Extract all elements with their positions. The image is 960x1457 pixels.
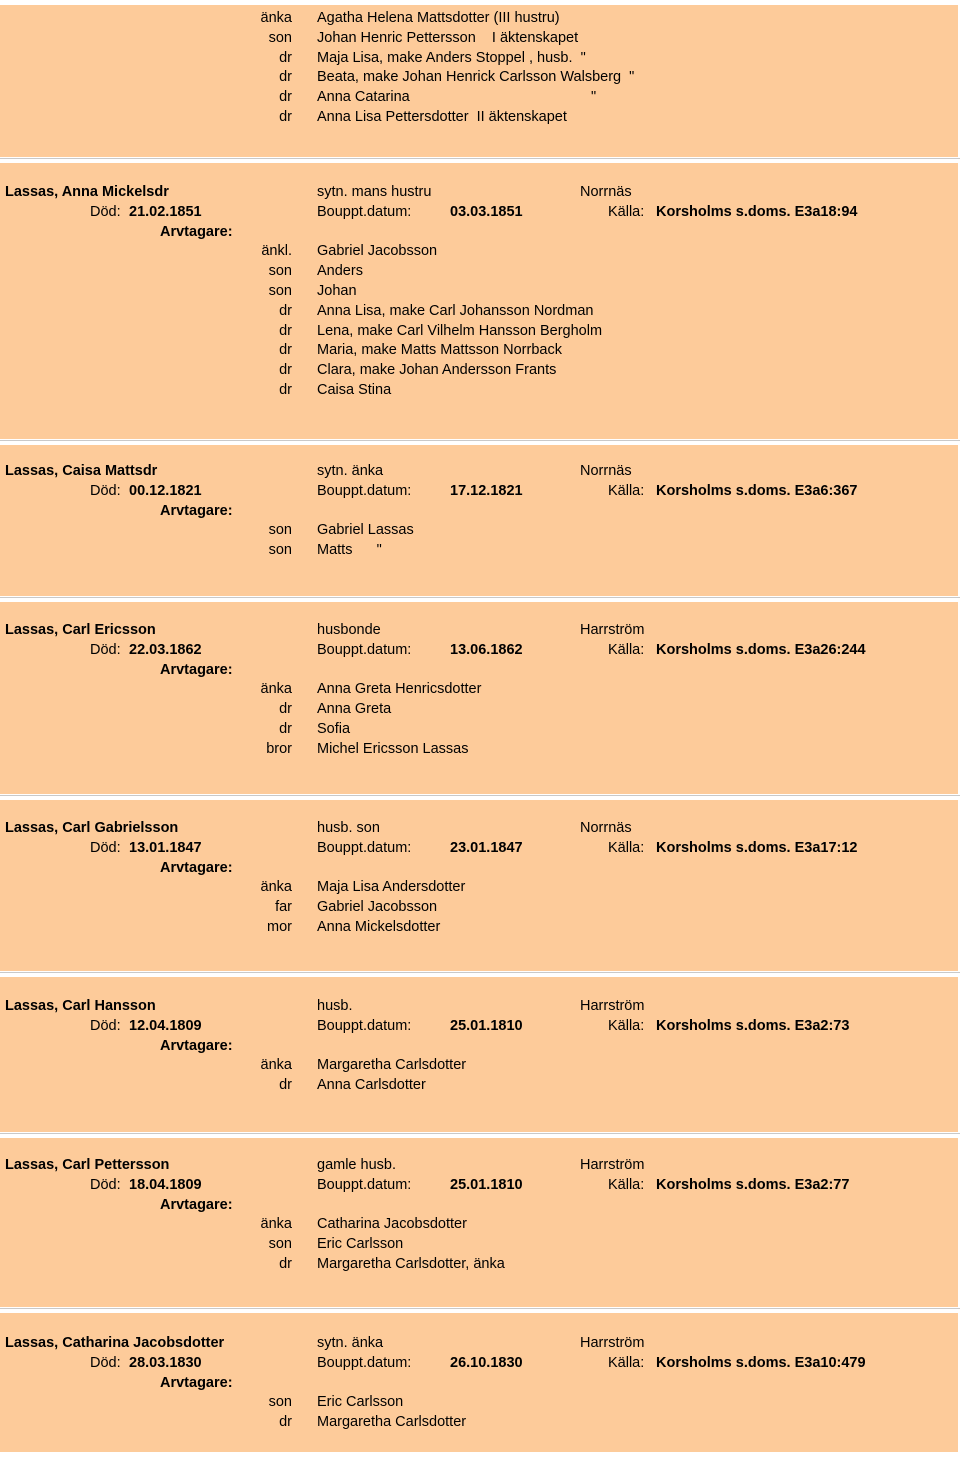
death-label: Död: xyxy=(90,1017,121,1034)
relation-label: son xyxy=(268,542,292,559)
heir-name: Anna Lisa Pettersdotter II äktenskapet xyxy=(317,109,567,125)
heir-name: Matts " xyxy=(317,542,382,559)
heir-name: Clara, make Johan Andersson Frants xyxy=(317,362,557,379)
heir-name: Johan Henric Pettersson I äktenskapet xyxy=(317,29,579,46)
bouppt-label: Bouppt.datum: xyxy=(317,1017,412,1034)
heir-name: Michel Ericsson Lassas xyxy=(317,740,469,757)
place-name: Harrström xyxy=(580,998,645,1014)
relation-label: änka xyxy=(260,879,292,896)
relation-label: mor xyxy=(267,919,292,935)
record-separator xyxy=(0,1308,960,1313)
heir-name: Gabriel Jacobsson xyxy=(317,243,438,260)
source-ref: Korsholms s.doms. E3a10:479 xyxy=(656,1354,866,1371)
heir-name: Anna Carlsdotter xyxy=(317,1077,426,1094)
heir-name: Anders xyxy=(317,263,363,280)
heir-name: Caisa Stina xyxy=(317,382,392,398)
record-separator xyxy=(0,597,960,602)
relation-label: dr xyxy=(279,362,292,379)
heir-name: Anna Lisa, make Carl Johansson Nordman xyxy=(317,302,594,319)
relation-label: dr xyxy=(279,382,292,398)
source-label: Källa: xyxy=(608,1354,645,1371)
source-ref: Korsholms s.doms. E3a2:77 xyxy=(656,1176,850,1193)
place-name: Harrström xyxy=(580,1157,645,1173)
source-label: Källa: xyxy=(608,1017,645,1034)
death-label: Död: xyxy=(90,482,121,499)
relation-label: son xyxy=(268,1236,292,1253)
deceased-name: Lassas, Caisa Mattsdr xyxy=(5,463,158,479)
source-label: Källa: xyxy=(608,839,645,856)
bouppt-date: 25.01.1810 xyxy=(450,1017,523,1034)
bouppt-label: Bouppt.datum: xyxy=(317,203,412,220)
relation-label: dr xyxy=(279,109,292,125)
source-ref: Korsholms s.doms. E3a17:12 xyxy=(656,839,858,856)
death-date: 28.03.1830 xyxy=(129,1354,202,1371)
death-date: 00.12.1821 xyxy=(129,482,202,499)
relation-label: dr xyxy=(279,701,292,718)
relation-label: dr xyxy=(279,69,292,86)
bouppt-date: 13.06.1862 xyxy=(450,641,523,658)
record-separator xyxy=(0,440,960,445)
deceased-role: husbonde xyxy=(317,622,381,638)
heir-name: Gabriel Lassas xyxy=(317,522,414,539)
death-label: Död: xyxy=(90,641,121,658)
deceased-role: husb. xyxy=(317,998,353,1014)
death-label: Död: xyxy=(90,1354,121,1371)
place-name: Harrström xyxy=(580,622,645,638)
relation-label: dr xyxy=(279,49,292,66)
heir-name: Margaretha Carlsdotter xyxy=(317,1057,467,1074)
relation-label: dr xyxy=(279,342,292,359)
death-date: 22.03.1862 xyxy=(129,641,202,658)
deceased-name: Lassas, Carl Gabrielsson xyxy=(5,820,179,836)
death-date: 18.04.1809 xyxy=(129,1176,202,1193)
heir-name: Anna Greta Henricsdotter xyxy=(317,681,482,698)
source-ref: Korsholms s.doms. E3a26:244 xyxy=(656,641,866,658)
relation-label: änkl. xyxy=(261,243,292,260)
relation-label: son xyxy=(268,1394,292,1411)
place-name: Harrström xyxy=(580,1335,645,1351)
heirs-heading: Arvtagare: xyxy=(160,1374,233,1391)
deceased-role: sytn. änka xyxy=(317,1335,384,1351)
heir-name: Beata, make Johan Henrick Carlsson Walsberg " xyxy=(317,69,635,86)
death-label: Död: xyxy=(90,203,121,220)
bouppt-date: 25.01.1810 xyxy=(450,1176,523,1193)
deceased-name: Lassas, Carl Pettersson xyxy=(5,1157,170,1173)
heirs-heading: Arvtagare: xyxy=(160,223,233,240)
bouppt-label: Bouppt.datum: xyxy=(317,1176,412,1193)
bouppt-date: 23.01.1847 xyxy=(450,839,523,856)
death-date: 21.02.1851 xyxy=(129,203,202,220)
bouppt-date: 26.10.1830 xyxy=(450,1354,523,1371)
place-name: Norrnäs xyxy=(580,820,632,836)
record-separator xyxy=(0,158,960,163)
relation-label: son xyxy=(268,283,292,299)
relation-label: bror xyxy=(266,740,292,757)
bouppt-label: Bouppt.datum: xyxy=(317,482,412,499)
bouppt-label: Bouppt.datum: xyxy=(317,641,412,658)
death-label: Död: xyxy=(90,839,121,856)
relation-label: änka xyxy=(260,1057,292,1074)
source-ref: Korsholms s.doms. E3a18:94 xyxy=(656,203,858,220)
heir-name: Agatha Helena Mattsdotter (III hustru) xyxy=(317,10,560,26)
relation-label: dr xyxy=(279,1077,292,1094)
relation-label: dr xyxy=(279,302,292,319)
relation-label: son xyxy=(268,263,292,280)
heirs-heading: Arvtagare: xyxy=(160,859,233,876)
relation-label: far xyxy=(275,899,292,916)
record-separator xyxy=(0,1133,960,1138)
relation-label: son xyxy=(268,522,292,539)
deceased-role: gamle husb. xyxy=(317,1157,396,1173)
place-name: Norrnäs xyxy=(580,184,632,200)
death-date: 13.01.1847 xyxy=(129,839,202,856)
death-date: 12.04.1809 xyxy=(129,1017,202,1034)
source-label: Källa: xyxy=(608,1176,645,1193)
place-name: Norrnäs xyxy=(580,463,632,479)
death-label: Död: xyxy=(90,1176,121,1193)
relation-label: dr xyxy=(279,322,292,339)
deceased-role: husb. son xyxy=(317,820,380,836)
source-label: Källa: xyxy=(608,641,645,658)
relation-label: son xyxy=(268,29,292,46)
heir-name: Gabriel Jacobsson xyxy=(317,899,438,916)
heir-name: Maja Lisa Andersdotter xyxy=(317,879,466,896)
heir-name: Maria, make Matts Mattsson Norrback xyxy=(317,342,562,359)
heir-name: Johan xyxy=(317,283,357,299)
heir-name: Catharina Jacobsdotter xyxy=(317,1216,467,1233)
heir-name: Margaretha Carlsdotter xyxy=(317,1414,467,1431)
relation-label: dr xyxy=(279,721,292,737)
source-ref: Korsholms s.doms. E3a6:367 xyxy=(656,482,858,499)
deceased-name: Lassas, Carl Ericsson xyxy=(5,622,156,638)
bouppt-label: Bouppt.datum: xyxy=(317,839,412,856)
bouppt-date: 03.03.1851 xyxy=(450,203,523,220)
source-label: Källa: xyxy=(608,203,645,220)
record-separator xyxy=(0,972,960,977)
deceased-name: Lassas, Carl Hansson xyxy=(5,998,156,1014)
heirs-heading: Arvtagare: xyxy=(160,1196,233,1213)
heir-name: Margaretha Carlsdotter, änka xyxy=(317,1256,505,1272)
source-label: Källa: xyxy=(608,482,645,499)
heir-name: Anna Catarina " xyxy=(317,89,597,106)
relation-label: änka xyxy=(260,10,292,26)
deceased-role: sytn. mans hustru xyxy=(317,184,432,200)
bouppt-label: Bouppt.datum: xyxy=(317,1354,412,1371)
heir-name: Eric Carlsson xyxy=(317,1236,404,1253)
heir-name: Eric Carlsson xyxy=(317,1394,404,1411)
record-separator xyxy=(0,795,960,800)
deceased-name: Lassas, Catharina Jacobsdotter xyxy=(5,1335,225,1351)
heirs-heading: Arvtagare: xyxy=(160,502,233,519)
heir-name: Sofia xyxy=(317,721,351,737)
relation-label: änka xyxy=(260,681,292,698)
relation-label: dr xyxy=(279,1414,292,1431)
relation-label: dr xyxy=(279,89,292,106)
heirs-heading: Arvtagare: xyxy=(160,661,233,678)
heir-name: Anna Greta xyxy=(317,701,392,718)
heirs-heading: Arvtagare: xyxy=(160,1037,233,1054)
relation-label: dr xyxy=(279,1256,292,1272)
heir-name: Maja Lisa, make Anders Stoppel , husb. " xyxy=(317,49,586,66)
relation-label: änka xyxy=(260,1216,292,1233)
bouppt-date: 17.12.1821 xyxy=(450,482,523,499)
source-ref: Korsholms s.doms. E3a2:73 xyxy=(656,1017,850,1034)
deceased-role: sytn. änka xyxy=(317,463,384,479)
deceased-name: Lassas, Anna Mickelsdr xyxy=(5,184,169,200)
heir-name: Anna Mickelsdotter xyxy=(317,919,441,935)
heir-name: Lena, make Carl Vilhelm Hansson Bergholm xyxy=(317,322,603,339)
